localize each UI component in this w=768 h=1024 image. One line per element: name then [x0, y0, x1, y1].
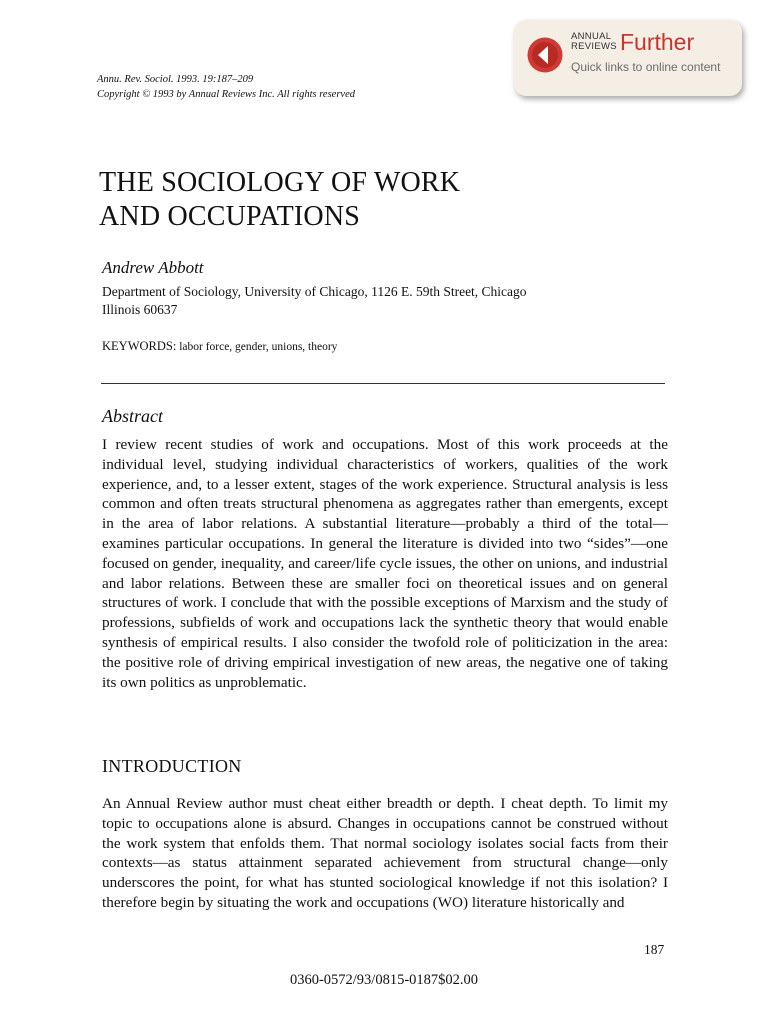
- article-title: [99, 166, 460, 234]
- page-number: 187: [644, 942, 665, 957]
- introduction-heading: INTRODUCTION: [102, 756, 242, 776]
- journal-citation: [97, 72, 355, 102]
- title-line-1: THE SOCIOLOGY OF WORK: [99, 167, 461, 198]
- badge-small-line-1: ANNUAL: [571, 31, 612, 42]
- badge-publisher-label: [571, 32, 617, 52]
- badge-small-line-2: REVIEWS: [571, 41, 617, 52]
- citation-line-2: Copyright © 1993 by Annual Reviews Inc. All rights reserved: [97, 89, 355, 100]
- affiliation-line-1: Department of Sociology, University of Chicago, 1126 E. 59th Street, Chicago: [102, 284, 527, 299]
- author-affiliation: [102, 283, 662, 319]
- play-arrow-icon: [526, 36, 564, 74]
- introduction-body: An Annual Review author must cheat either breadth or depth. I cheat depth. To limit my topic to occupations alone is absurd. Changes in occupations cannot be construed without the work system that enfolds them. That normal sociology isolates social facts from their contexts—as status attainment separated achievement from structural change—only underscores the point, for what has stunted sociological knowledge if not this isolation? I therefore begin by situating the work and occupations (WO) literature historically and: [102, 795, 668, 911]
- affiliation-line-2: Illinois 60637: [102, 302, 178, 317]
- badge-further-label: Further: [620, 29, 695, 55]
- citation-line-1: Annu. Rev. Sociol. 1993. 19:187–209: [97, 74, 254, 85]
- further-links-badge[interactable]: [514, 20, 742, 96]
- keywords-text: labor force, gender, unions, theory: [176, 341, 338, 353]
- abstract-heading: Abstract: [102, 406, 163, 426]
- abstract-body: I review recent studies of work and occupations. Most of this work proceeds at the individual level, studying individual characteristics of workers, qualities of the work experience, and, to a lesser extent, stages of the work experience. Structural analysis is less common and often treats structural phenomena as aggregates rather than emergents, except in the area of labor relations. A substantial literature—probably a third of the total—examines particular occupations. In general the literature is divided into two “sides”—one focused on gender, inequality, and career/life cycle issues, the other on unions, and industrial and labor relations. Between these are smaller foci on theoretical issues and on general structures of work. I conclude that with the possible exceptions of Marxism and the study of professions, subfields of work and occupations lack the synthetic theory that would enable synthesis of empirical results. I also consider the twofold role of politicization in the area: the positive role of driving empirical investigation of new areas, the negative one of taking its own politics as unproblematic.: [102, 436, 668, 691]
- keywords-label: KEYWORDS:: [102, 339, 177, 353]
- keywords: [102, 339, 337, 354]
- article-code: 0360-0572/93/0815-0187$02.00: [289, 972, 479, 988]
- title-line-2: AND OCCUPATIONS: [99, 201, 361, 232]
- badge-subtitle: Quick links to online content: [571, 60, 721, 74]
- author-name: Andrew Abbott: [102, 258, 204, 277]
- section-divider: [101, 383, 665, 384]
